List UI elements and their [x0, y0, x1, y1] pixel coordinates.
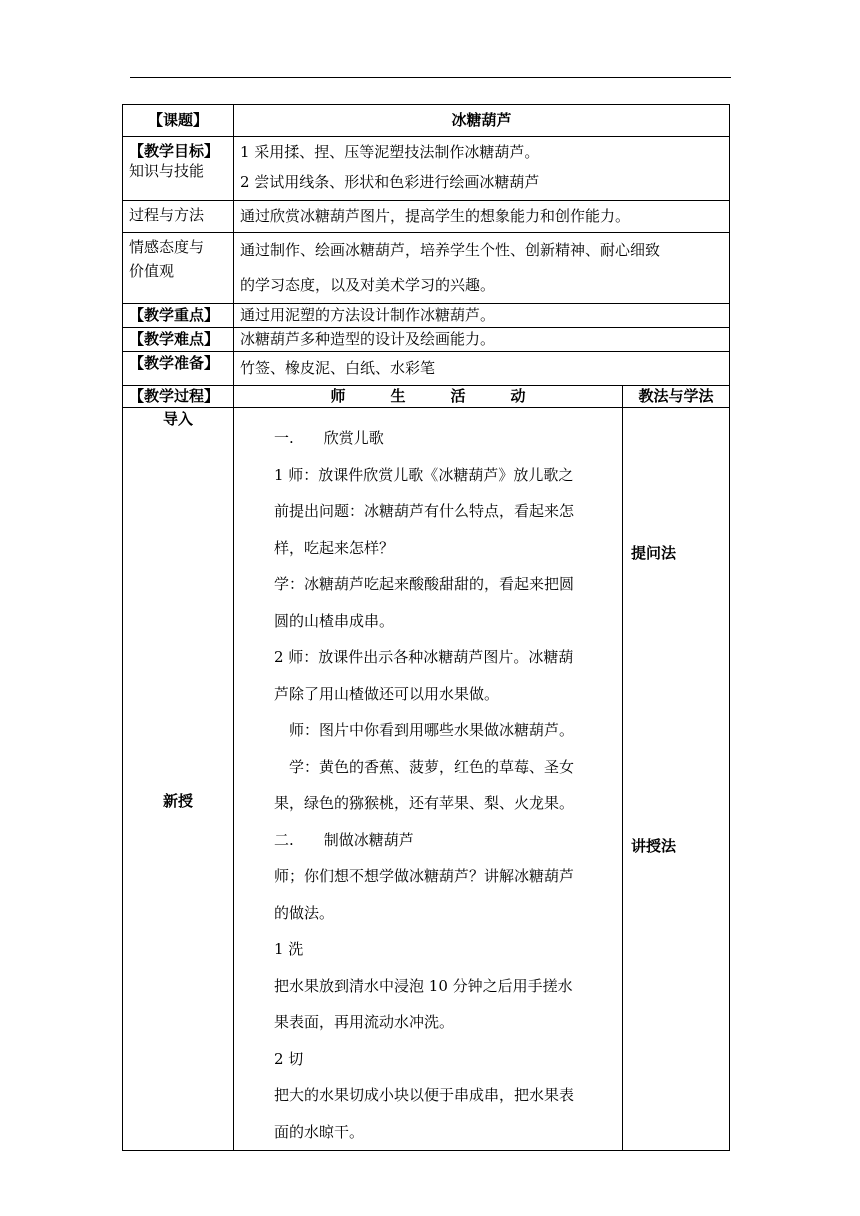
activity-line: 把大的水果切成小块以便于串成串，把水果表	[274, 1086, 575, 1104]
topic-label: 【课题】	[123, 105, 234, 137]
prep-row	[123, 352, 730, 386]
process-body-row	[123, 408, 730, 1151]
activity-cell	[234, 408, 623, 1151]
activity-header: 师 生 活 动	[234, 386, 623, 408]
method-header: 教法与学法	[623, 386, 730, 408]
activity-line: 芦除了用山楂做还可以用水果做。	[274, 684, 500, 703]
method-cell	[623, 408, 730, 1151]
difficulty-row	[123, 328, 730, 352]
activity-line: 二. 制做冰糖葫芦	[274, 830, 414, 849]
goals-sub-label: 知识与技能	[129, 162, 205, 180]
difficulty-label: 【教学难点】	[123, 328, 234, 352]
goals-row	[123, 137, 730, 201]
activity-line: 的做法。	[274, 903, 335, 922]
activity-line: 师；你们想不想学做冰糖葫芦？讲解冰糖葫芦	[274, 867, 575, 885]
process-method-value: 通过欣赏冰糖葫芦图片，提高学生的想象能力和创作能力。	[234, 201, 730, 233]
activity-line: 师：图片中你看到用哪些水果做冰糖葫芦。	[274, 721, 575, 739]
stage-intro: 导入	[162, 410, 193, 428]
method-lecture: 讲授法	[631, 837, 677, 855]
stage-cell	[123, 408, 234, 1151]
emotion-label-line-2: 价值观	[129, 262, 175, 280]
goals-label: 【教学目标】	[129, 142, 220, 160]
emotion-label-cell	[123, 233, 234, 304]
goal-2: 2 尝试用线条、形状和色彩进行绘画冰糖葫芦	[240, 173, 540, 191]
activity-line: 样，吃起来怎样？	[274, 538, 395, 557]
emotion-value-line-1: 通过制作、绘画冰糖葫芦，培养学生个性、创新精神、耐心细致	[240, 241, 661, 259]
process-header-label: 【教学过程】	[123, 386, 234, 408]
activity-line: 学：冰糖葫芦吃起来酸酸甜甜的，看起来把圆	[274, 575, 575, 593]
key-value: 通过用泥塑的方法设计制作冰糖葫芦。	[234, 304, 730, 328]
header-rule	[130, 77, 731, 78]
key-label: 【教学重点】	[123, 304, 234, 328]
prep-value: 竹签、橡皮泥、白纸、水彩笔	[234, 352, 730, 386]
topic-row	[123, 105, 730, 137]
activity-line: 2 切	[274, 1049, 304, 1068]
emotion-row	[123, 233, 730, 304]
activity-line: 面的水晾干。	[274, 1122, 365, 1141]
method-questioning: 提问法	[631, 544, 677, 562]
activity-line: 1 师：放课件欣赏儿歌《冰糖葫芦》放儿歌之	[274, 465, 574, 484]
emotion-value-cell	[234, 233, 730, 304]
prep-label: 【教学准备】	[123, 352, 234, 386]
activity-line: 圆的山楂串成串。	[274, 611, 395, 630]
goals-cell	[234, 137, 730, 201]
activity-line: 2 师：放课件出示各种冰糖葫芦图片。冰糖葫	[274, 648, 574, 666]
process-header-row	[123, 386, 730, 408]
emotion-value-line-2: 的学习态度，以及对美术学习的兴趣。	[240, 276, 496, 294]
goal-1: 1 采用揉、捏、压等泥塑技法制作冰糖葫芦。	[240, 143, 540, 161]
process-method-row	[123, 201, 730, 233]
activity-line: 1 洗	[274, 940, 304, 958]
activity-line: 学：黄色的香蕉、菠萝，红色的草莓、圣女	[274, 757, 575, 776]
difficulty-value: 冰糖葫芦多种造型的设计及绘画能力。	[234, 328, 730, 352]
goals-label-cell	[123, 137, 234, 201]
activity-lines	[274, 420, 614, 1150]
activity-line: 前提出问题：冰糖葫芦有什么特点，看起来怎	[274, 502, 575, 520]
emotion-label-line-1: 情感态度与	[129, 238, 205, 256]
process-method-label: 过程与方法	[123, 201, 234, 233]
topic-value: 冰糖葫芦	[234, 105, 730, 137]
key-row	[123, 304, 730, 328]
activity-line: 果，绿色的猕猴桃，还有苹果、梨、火龙果。	[274, 794, 575, 812]
activity-line: 果表面，再用流动水冲洗。	[274, 1013, 455, 1031]
stage-new: 新授	[162, 792, 193, 810]
activity-line: 把水果放到清水中浸泡 10 分钟之后用手搓水	[274, 976, 573, 995]
lesson-plan-table	[122, 104, 730, 1151]
activity-line: 一. 欣赏儿歌	[274, 429, 384, 447]
